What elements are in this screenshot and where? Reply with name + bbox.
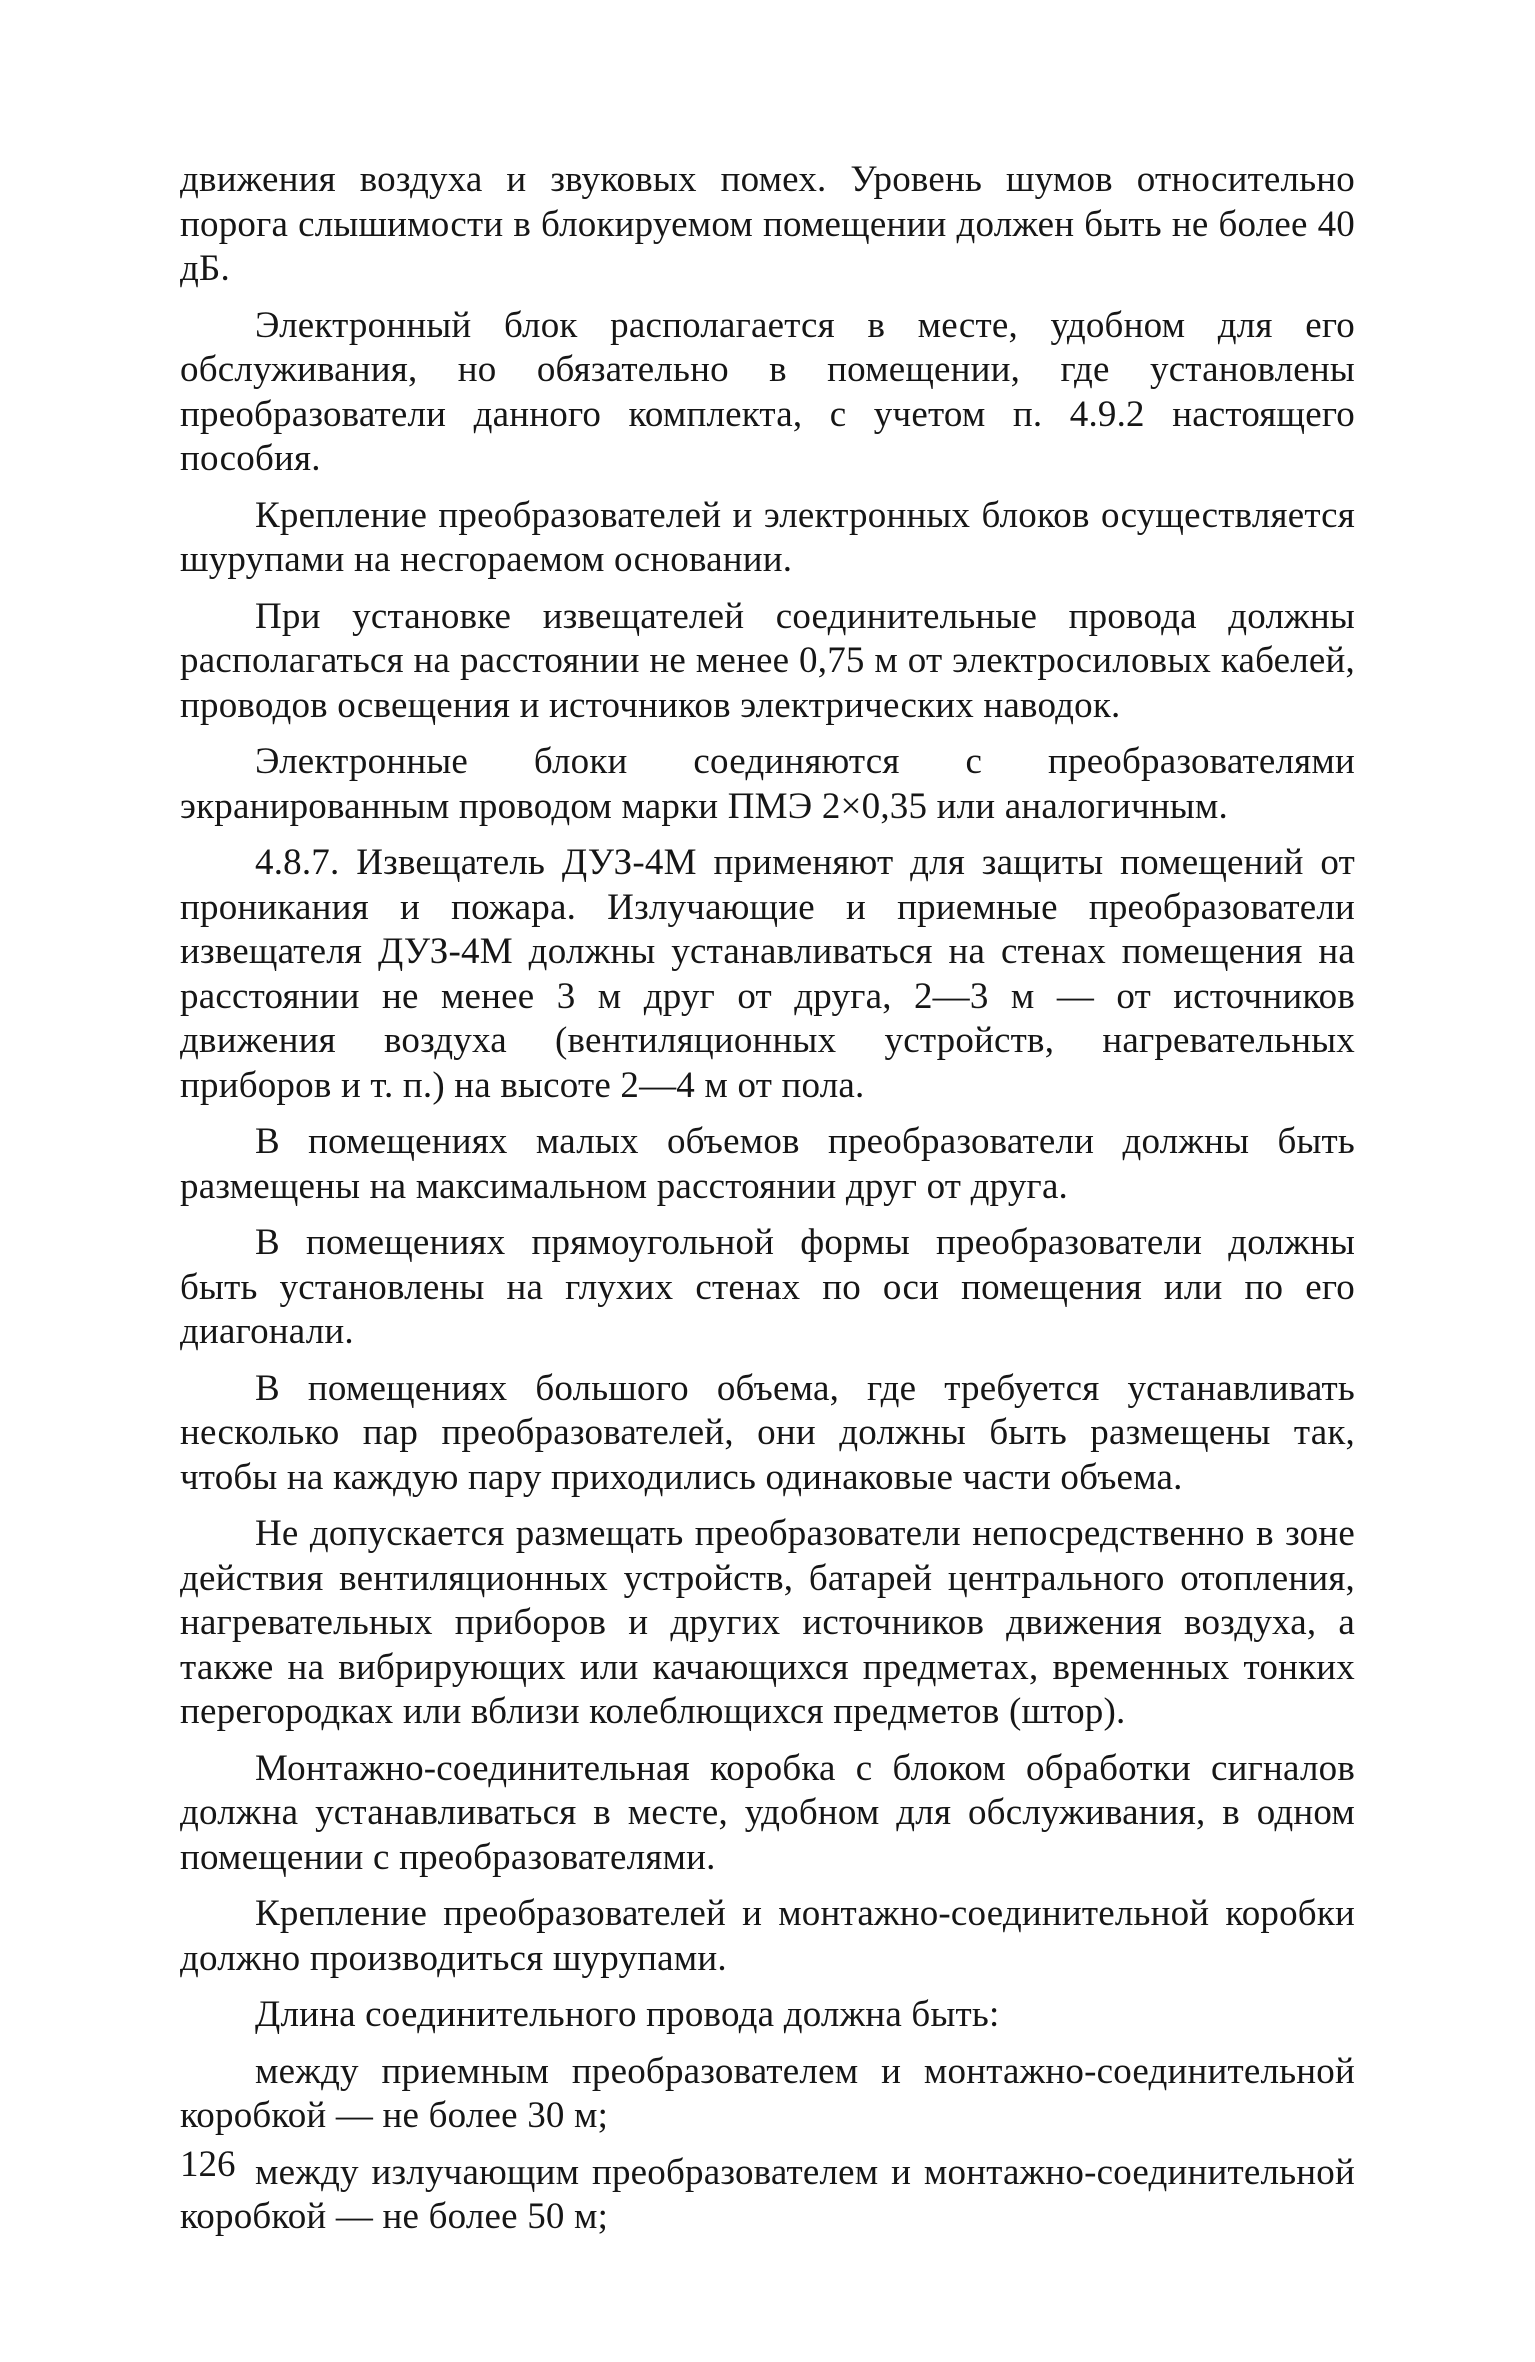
paragraph: При установке извещателей соединительные провода должны располагаться на расстоянии не менее 0,75 м от электросиловых кабелей, проводов освещения и источников электрических наводок. xyxy=(180,595,1355,726)
paragraph: Крепление преобразователей и электронных блоков осуществляется шурупами на несгораемом основании. xyxy=(180,494,1355,580)
paragraph-list-item: между приемным преобразователем и монтажно-соединительной коробкой — не более 30 м; xyxy=(180,2050,1355,2136)
paragraph: В помещениях прямоугольной формы преобразователи должны быть установлены на глухих стенах по оси помещения или по его диагонали. xyxy=(180,1222,1355,1352)
paragraph-continuation: движения воздуха и звуковых помех. Уровень шумов относительно порога слышимости в блокируемом помещении должен быть не более 40 дБ. xyxy=(180,159,1355,289)
paragraph-section-4-8-7: 4.8.7. Извещатель ДУЗ-4М применяют для защиты помещений от проникания и пожара. Излучающие и приемные преобразователи извещателя ДУЗ-4М должны устанавливаться на стенах помещения на расстоянии не менее 3 м друг от друга, 2—3 м — от источников движения воздуха (вентиляционных устройств, нагревательных приборов и т. п.) на высоте 2—4 м от пола. xyxy=(180,842,1355,1106)
page-number: 126 xyxy=(180,2144,236,2185)
paragraph: Длина соединительного провода должна быть: xyxy=(255,1994,1000,2035)
paragraph: Электронные блоки соединяются с преобразователями экранированным проводом марки ПМЭ 2×0,35 или аналогичным. xyxy=(180,741,1355,827)
paragraph: Не допускается размещать преобразователи непосредственно в зоне действия вентиляционных устройств, батарей центрального отопления, нагревательных приборов и других источников движения воздуха, а также на вибрирующих или качающихся предметах, временных тонких перегородках или вблизи колеблющихся предметов (штор). xyxy=(180,1513,1355,1732)
paragraph-list-item: между излучающим преобразователем и монтажно-соединительной коробкой — не более 50 м; xyxy=(180,2151,1355,2237)
paragraph: Монтажно-соединительная коробка с блоком обработки сигналов должна устанавливаться в месте, удобном для обслуживания, в одном помещении с преобразователями. xyxy=(180,1747,1355,1878)
paragraph: Электронный блок располагается в месте, удобном для его обслуживания, но обязательно в помещении, где установлены преобразователи данного комплекта, с учетом п. 4.9.2 настоящего пособия. xyxy=(180,304,1355,479)
paragraph: В помещениях большого объема, где требуется устанавливать несколько пар преобразователей, они должны быть размещены так, чтобы на каждую пару приходились одинаковые части объема. xyxy=(180,1367,1355,1498)
paragraph: Крепление преобразователей и монтажно-соединительной коробки должно производиться шурупами. xyxy=(180,1893,1355,1979)
body-text xyxy=(180,158,1355,2252)
paragraph: В помещениях малых объемов преобразователи должны быть размещены на максимальном расстоянии друг от друга. xyxy=(180,1121,1355,1207)
